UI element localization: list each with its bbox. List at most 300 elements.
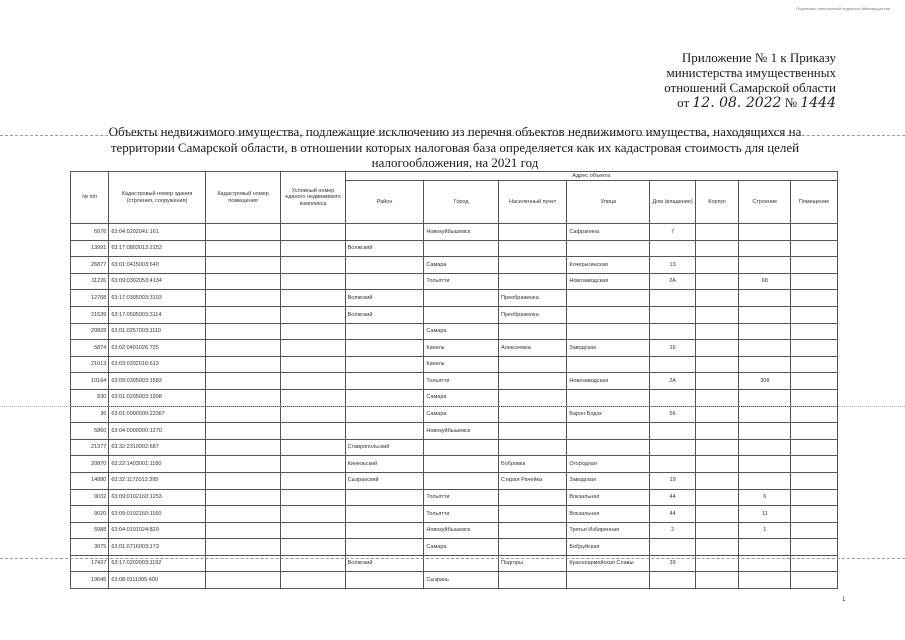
table-row — [71, 406, 838, 423]
table-row — [71, 340, 838, 357]
table-row — [71, 389, 838, 406]
cell-stroenie — [739, 306, 791, 323]
cell-city: Самара — [424, 257, 499, 274]
cell-stroenie — [739, 389, 791, 406]
cell-cad-room — [205, 290, 281, 307]
cell-locality — [499, 539, 567, 556]
cell-cad-room — [205, 340, 281, 357]
header-num: № п/п — [71, 172, 109, 224]
cell-cad-room — [205, 456, 281, 473]
cell-stroenie — [739, 257, 791, 274]
cell-cad-building: 63:17:0202003:1192 — [109, 555, 205, 572]
cell-cond-number — [281, 373, 345, 390]
table-row — [71, 323, 838, 340]
cell-num: 12768 — [71, 290, 109, 307]
cell-cad-room — [205, 423, 281, 440]
cell-cad-building: 63:01:0000000:23367 — [109, 406, 205, 423]
cell-stroenie — [739, 240, 791, 257]
cell-house — [650, 240, 696, 257]
cell-house — [650, 290, 696, 307]
cell-district — [345, 224, 424, 241]
cell-cond-number — [281, 506, 345, 523]
order-date: 12. 08. 2022 — [692, 95, 782, 111]
cell-korpus — [695, 423, 739, 440]
cell-cad-building: 63:09:0102160:1160 — [109, 506, 205, 523]
cell-stroenie — [739, 472, 791, 489]
cell-district — [345, 406, 424, 423]
table-row — [71, 489, 838, 506]
cell-korpus — [695, 539, 739, 556]
cell-cond-number — [281, 472, 345, 489]
cell-cond-number — [281, 439, 345, 456]
table-row — [71, 273, 838, 290]
cell-pomeschenie — [791, 406, 838, 423]
cell-stroenie: 68 — [739, 273, 791, 290]
cell-num: 11226 — [71, 273, 109, 290]
cell-num: 830 — [71, 389, 109, 406]
cell-pomeschenie — [791, 240, 838, 257]
table-row — [71, 572, 838, 589]
cell-cad-room — [205, 539, 281, 556]
cell-house: 39 — [650, 555, 696, 572]
cell-street: Вокзальная — [567, 506, 650, 523]
cell-cad-building: 63:02:0401026:725 — [109, 340, 205, 357]
cell-street: Третья Избиренная — [567, 522, 650, 539]
cell-pomeschenie — [791, 439, 838, 456]
cell-pomeschenie — [791, 373, 838, 390]
cell-street: Огородная — [567, 456, 650, 473]
table-row — [71, 257, 838, 274]
cell-cad-room — [205, 224, 281, 241]
cell-district — [345, 373, 424, 390]
cell-num: 5988 — [71, 522, 109, 539]
cell-num: 36 — [71, 406, 109, 423]
title-line-1: Объекты недвижимого имущества, подлежащие исключению из перечня объектов недвижимого имущества, находящихся на — [108, 124, 802, 139]
cell-stroenie — [739, 356, 791, 373]
header-cad-building: Кадастровый номер здания (строения, сооружения) — [109, 172, 205, 224]
table-row — [71, 472, 838, 489]
cell-num: 13991 — [71, 240, 109, 257]
cell-street: Новозаводская — [567, 373, 650, 390]
cell-locality — [499, 356, 567, 373]
cell-city — [424, 472, 499, 489]
title-line-2: территории Самарской области, в отношении которых налоговая база определяется как их кадастровая стоимость для целей — [110, 139, 800, 155]
cell-korpus — [695, 389, 739, 406]
cell-house — [650, 572, 696, 589]
appendix-line-2: министерства имущественных — [666, 65, 836, 80]
cell-num: 17437 — [71, 555, 109, 572]
cell-district — [345, 273, 424, 290]
objects-table — [70, 171, 838, 589]
cell-cad-building: 63:17:0505003:3114 — [109, 306, 205, 323]
cell-cad-building: 63:17:0305003:3103 — [109, 290, 205, 307]
cell-house: 2 — [650, 522, 696, 539]
cell-street: Заводская — [567, 472, 650, 489]
cell-stroenie — [739, 340, 791, 357]
cell-district — [345, 423, 424, 440]
cell-cad-building: 63:03:0202016:613 — [109, 356, 205, 373]
cell-house — [650, 439, 696, 456]
cell-pomeschenie — [791, 323, 838, 340]
cell-cad-building: 63:09:0102160:1253 — [109, 489, 205, 506]
cell-cond-number — [281, 290, 345, 307]
cell-district: Кинельский — [345, 456, 424, 473]
title-line-3: налогообложения, на 2021 год — [371, 155, 539, 170]
cell-locality — [499, 572, 567, 589]
cell-stroenie — [739, 572, 791, 589]
cell-cond-number — [281, 406, 345, 423]
cell-street — [567, 240, 650, 257]
cell-locality — [499, 240, 567, 257]
cell-cad-room — [205, 389, 281, 406]
header-note: Подписано электронной подписью Минимущества — [796, 6, 890, 11]
cell-cad-room — [205, 373, 281, 390]
cell-pomeschenie — [791, 522, 838, 539]
cell-cad-room — [205, 572, 281, 589]
cell-pomeschenie — [791, 273, 838, 290]
cell-city: Самара — [424, 539, 499, 556]
number-prefix: № — [784, 95, 798, 110]
cell-pomeschenie — [791, 224, 838, 241]
cell-cad-building: 63:01:0415003:640 — [109, 257, 205, 274]
cell-street: Новозаводская — [567, 273, 650, 290]
order-number: 1444 — [800, 95, 836, 111]
cell-city: Тольятти — [424, 506, 499, 523]
page-number: 1 — [842, 597, 846, 603]
cell-num: 26877 — [71, 257, 109, 274]
appendix-line-3: отношений Самарской области — [664, 80, 836, 95]
cell-house: 44 — [650, 506, 696, 523]
appendix-block — [600, 50, 836, 111]
cell-cond-number — [281, 323, 345, 340]
cell-cond-number — [281, 572, 345, 589]
cell-locality — [499, 389, 567, 406]
header-korpus: Корпус — [695, 181, 739, 224]
cell-street: Вокзальная — [567, 489, 650, 506]
cell-korpus — [695, 373, 739, 390]
cell-house: 2А — [650, 273, 696, 290]
table-row — [71, 290, 838, 307]
cell-cond-number — [281, 240, 345, 257]
cell-cad-room — [205, 506, 281, 523]
header-cond-number: Условный номер единого недвижимого комплекса — [281, 172, 345, 224]
table-row — [71, 439, 838, 456]
cell-house: 13 — [650, 257, 696, 274]
cell-cond-number — [281, 489, 345, 506]
header-street: Улица — [567, 181, 650, 224]
cell-korpus — [695, 506, 739, 523]
cell-house: 7 — [650, 224, 696, 241]
cell-cad-building: 63:04:0101024:820 — [109, 522, 205, 539]
cell-pomeschenie — [791, 489, 838, 506]
cell-stroenie: 1 — [739, 522, 791, 539]
cell-district — [345, 572, 424, 589]
appendix-line-1: Приложение № 1 к Приказу — [681, 50, 836, 65]
header-city: Город — [424, 181, 499, 224]
table-row — [71, 506, 838, 523]
cell-district — [345, 506, 424, 523]
cell-num: 20828 — [71, 323, 109, 340]
cell-locality — [499, 506, 567, 523]
cell-cad-room — [205, 240, 281, 257]
cell-city: Кинель — [424, 340, 499, 357]
cell-cond-number — [281, 389, 345, 406]
cell-num: 10164 — [71, 373, 109, 390]
cell-cond-number — [281, 522, 345, 539]
cell-cad-room — [205, 273, 281, 290]
cell-cad-building: 63:32:2310002:687 — [109, 439, 205, 456]
cell-city: Тольятти — [424, 273, 499, 290]
cell-district: Волжский — [345, 290, 424, 307]
cell-stroenie: 6 — [739, 489, 791, 506]
cell-cond-number — [281, 456, 345, 473]
cell-city: Самара — [424, 389, 499, 406]
cell-cond-number — [281, 257, 345, 274]
cell-locality — [499, 423, 567, 440]
cell-street — [567, 356, 650, 373]
header-cad-room: Кадастровый номер помещения — [205, 172, 281, 224]
cell-num: 19645 — [71, 572, 109, 589]
cell-locality: Старая Рачейка — [499, 472, 567, 489]
cell-stroenie — [739, 224, 791, 241]
cell-district — [345, 489, 424, 506]
cell-korpus — [695, 522, 739, 539]
cell-house: 16 — [650, 340, 696, 357]
cell-korpus — [695, 323, 739, 340]
cell-korpus — [695, 439, 739, 456]
cell-cad-room — [205, 439, 281, 456]
cell-locality: Бобровка — [499, 456, 567, 473]
cell-locality: Подгоры — [499, 555, 567, 572]
cell-pomeschenie — [791, 389, 838, 406]
cell-korpus — [695, 273, 739, 290]
cell-city — [424, 240, 499, 257]
cell-locality — [499, 323, 567, 340]
cell-num: 9032 — [71, 489, 109, 506]
table-row — [71, 224, 838, 241]
cell-locality — [499, 373, 567, 390]
cell-cond-number — [281, 423, 345, 440]
cell-cond-number — [281, 273, 345, 290]
cell-cad-room — [205, 257, 281, 274]
cell-pomeschenie — [791, 506, 838, 523]
cell-korpus — [695, 489, 739, 506]
cell-cad-building: 63:04:0202041:161 — [109, 224, 205, 241]
cell-street: Бобруйская — [567, 539, 650, 556]
cell-cond-number — [281, 340, 345, 357]
cell-num: 21013 — [71, 356, 109, 373]
cell-pomeschenie — [791, 257, 838, 274]
cell-district — [345, 389, 424, 406]
cell-cad-room — [205, 356, 281, 373]
table-row — [71, 456, 838, 473]
cell-pomeschenie — [791, 472, 838, 489]
cell-korpus — [695, 472, 739, 489]
cell-locality: Алексеевка — [499, 340, 567, 357]
cell-cond-number — [281, 539, 345, 556]
table-row — [71, 240, 838, 257]
cell-korpus — [695, 224, 739, 241]
cell-pomeschenie — [791, 539, 838, 556]
cell-locality — [499, 406, 567, 423]
table-row — [71, 522, 838, 539]
cell-korpus — [695, 240, 739, 257]
cell-cad-building: 63:09:0302053:4134 — [109, 273, 205, 290]
appendix-line-4 — [600, 95, 836, 111]
cell-stroenie — [739, 439, 791, 456]
cell-cad-room — [205, 406, 281, 423]
cell-cad-room — [205, 323, 281, 340]
cell-cad-building: 63:01:0205003:1998 — [109, 389, 205, 406]
cell-street — [567, 323, 650, 340]
cell-stroenie — [739, 456, 791, 473]
cell-pomeschenie — [791, 340, 838, 357]
cell-pomeschenie — [791, 290, 838, 307]
cell-korpus — [695, 340, 739, 357]
cell-pomeschenie — [791, 572, 838, 589]
cell-korpus — [695, 257, 739, 274]
table-row — [71, 373, 838, 390]
cell-num: 21377 — [71, 439, 109, 456]
cell-street: Сафраняна — [567, 224, 650, 241]
cell-num: 20870 — [71, 456, 109, 473]
table-row — [71, 539, 838, 556]
cell-num: 5860 — [71, 423, 109, 440]
cell-street — [567, 439, 650, 456]
cell-city: Новокуйбышевск — [424, 423, 499, 440]
cell-cad-building: 63:04:0000000:1270 — [109, 423, 205, 440]
cell-city: Самара — [424, 323, 499, 340]
cell-pomeschenie — [791, 423, 838, 440]
cell-house: 56 — [650, 406, 696, 423]
cell-num: 21539 — [71, 306, 109, 323]
header-address: Адрес объекта — [345, 172, 837, 181]
cell-locality — [499, 224, 567, 241]
cell-korpus — [695, 290, 739, 307]
table-row — [71, 356, 838, 373]
cell-cad-building: 63:01:0716003:173 — [109, 539, 205, 556]
cell-house — [650, 306, 696, 323]
cell-district: Волжский — [345, 306, 424, 323]
cell-stroenie — [739, 539, 791, 556]
cell-cad-building: 63:32:1172012:395 — [109, 472, 205, 489]
cell-korpus — [695, 456, 739, 473]
cell-district: Волжский — [345, 240, 424, 257]
cell-district — [345, 522, 424, 539]
cell-city: Новокуйбышевск — [424, 224, 499, 241]
cell-house — [650, 389, 696, 406]
cell-district — [345, 356, 424, 373]
cell-district: Волжский — [345, 555, 424, 572]
cell-city: Тольятти — [424, 489, 499, 506]
cell-locality — [499, 522, 567, 539]
cell-house — [650, 456, 696, 473]
cell-locality — [499, 439, 567, 456]
cell-city: Самара — [424, 406, 499, 423]
cell-num: 5874 — [71, 340, 109, 357]
header-district: Район — [345, 181, 424, 224]
cell-cond-number — [281, 356, 345, 373]
header-stroenie: Строение — [739, 181, 791, 224]
cell-house: 19 — [650, 472, 696, 489]
header-pomeschenie: Помещение — [791, 181, 838, 224]
cell-house: 44 — [650, 489, 696, 506]
table-row — [71, 306, 838, 323]
cell-city — [424, 306, 499, 323]
cell-house — [650, 423, 696, 440]
cell-district: Ставропольский — [345, 439, 424, 456]
cell-num: 14880 — [71, 472, 109, 489]
cell-stroenie — [739, 406, 791, 423]
cell-stroenie: 11 — [739, 506, 791, 523]
cell-stroenie — [739, 323, 791, 340]
cell-korpus — [695, 356, 739, 373]
cell-district: Сызранский — [345, 472, 424, 489]
date-prefix: от — [677, 95, 690, 110]
cell-locality: Преображенка — [499, 290, 567, 307]
cell-stroenie: 308 — [739, 373, 791, 390]
cell-city: Новокуйбышевск — [424, 522, 499, 539]
cell-cond-number — [281, 306, 345, 323]
cell-locality — [499, 273, 567, 290]
scan-line-2 — [0, 406, 905, 407]
cell-city — [424, 456, 499, 473]
cell-stroenie — [739, 290, 791, 307]
cell-district — [345, 257, 424, 274]
table-row — [71, 423, 838, 440]
cell-pomeschenie — [791, 356, 838, 373]
cell-street — [567, 290, 650, 307]
cell-cad-room — [205, 472, 281, 489]
header-locality: Населенный пункт — [499, 181, 567, 224]
cell-street: Барон Бодэк — [567, 406, 650, 423]
cell-pomeschenie — [791, 456, 838, 473]
cell-city — [424, 290, 499, 307]
cell-house: 2А — [650, 373, 696, 390]
cell-street: Кочерыгинская — [567, 257, 650, 274]
header-house: Дом (владение) — [650, 181, 696, 224]
cell-korpus — [695, 306, 739, 323]
cell-city: Сызрань — [424, 572, 499, 589]
cell-city: Кинель — [424, 356, 499, 373]
cell-cad-building: 63:09:0305003:1583 — [109, 373, 205, 390]
scan-line-3 — [0, 558, 905, 559]
cell-cad-building: 63:01:0257003:1110 — [109, 323, 205, 340]
cell-korpus — [695, 406, 739, 423]
cell-house — [650, 323, 696, 340]
cell-num: 3075 — [71, 539, 109, 556]
cell-house — [650, 356, 696, 373]
cell-district — [345, 340, 424, 357]
cell-cad-building: 63:22:1403001:1180 — [109, 456, 205, 473]
cell-city — [424, 439, 499, 456]
cell-locality — [499, 257, 567, 274]
cell-street — [567, 306, 650, 323]
cell-cad-room — [205, 306, 281, 323]
cell-pomeschenie — [791, 306, 838, 323]
cell-num: 9020 — [71, 506, 109, 523]
cell-street: Красноармейская Славы — [567, 555, 650, 572]
cell-house — [650, 539, 696, 556]
cell-street — [567, 389, 650, 406]
cell-korpus — [695, 572, 739, 589]
cell-cad-building: 63:17:0803013:2153 — [109, 240, 205, 257]
cell-cad-room — [205, 522, 281, 539]
cell-cad-room — [205, 489, 281, 506]
cell-district — [345, 539, 424, 556]
cell-locality: Преображенка — [499, 306, 567, 323]
cell-num: 6076 — [71, 224, 109, 241]
